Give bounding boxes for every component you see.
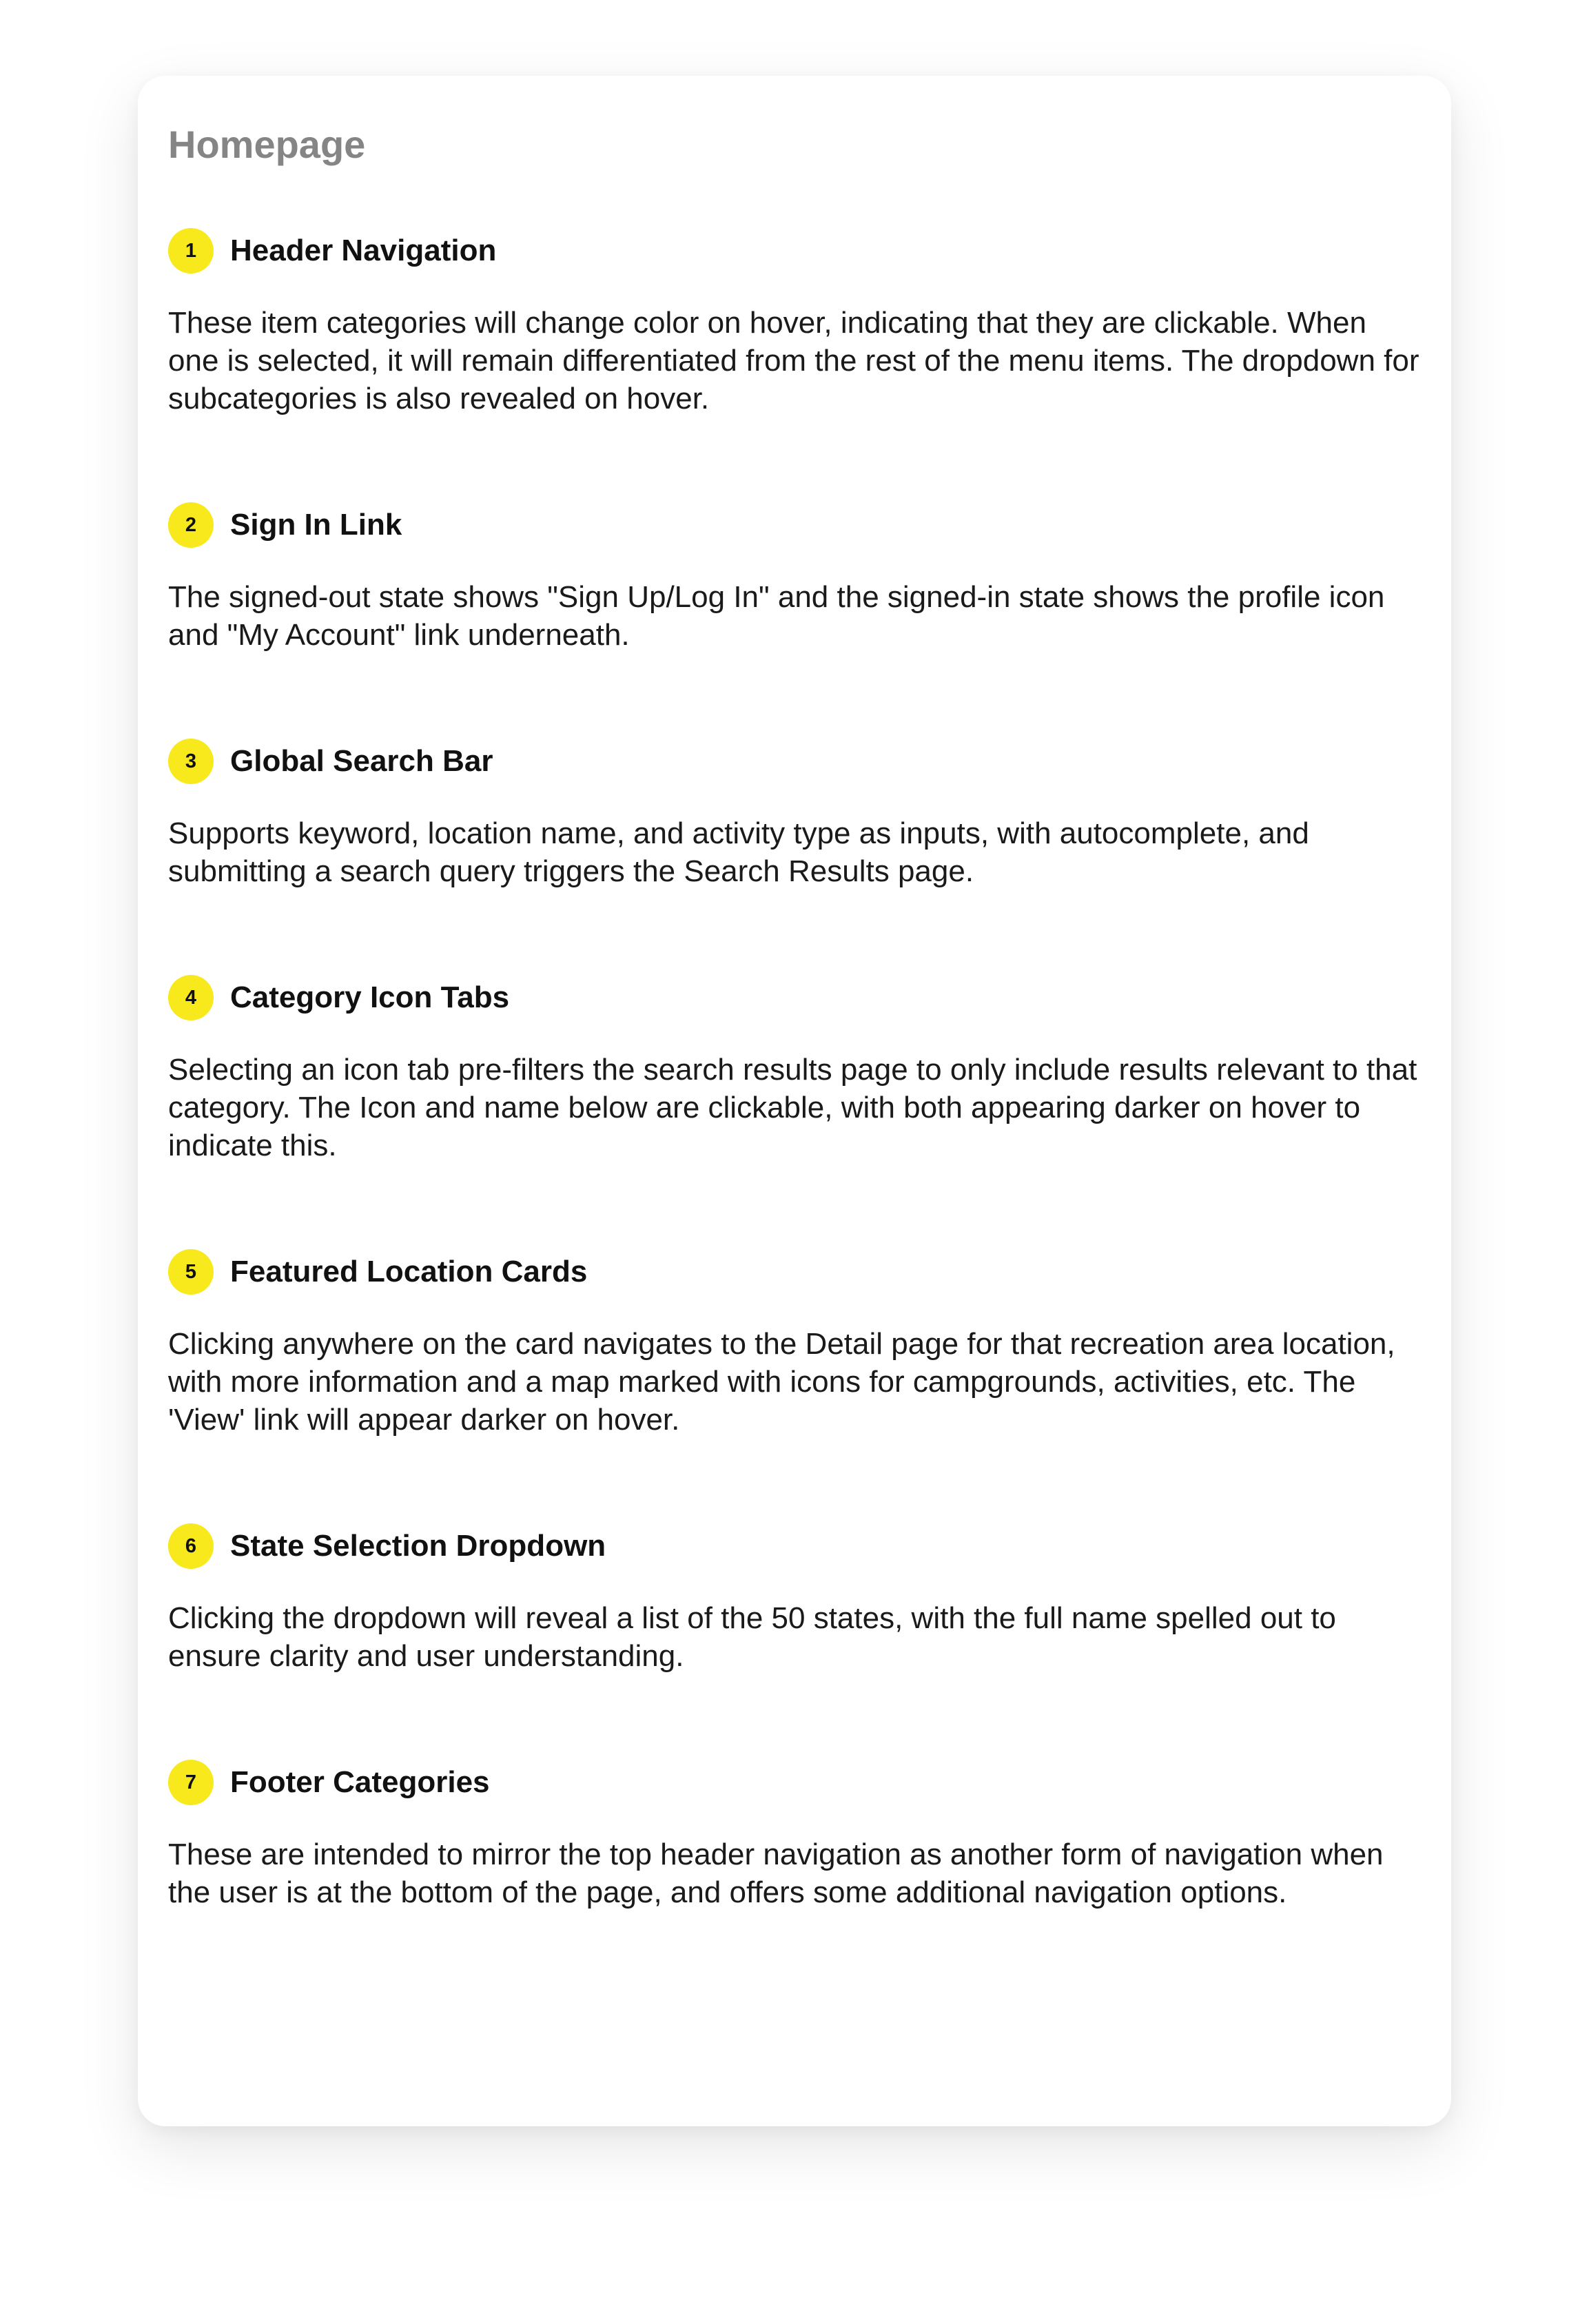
annotation-title: Footer Categories xyxy=(230,1765,490,1799)
number-badge: 3 xyxy=(168,739,214,784)
annotation-item-footer-categories xyxy=(168,1760,1421,1911)
number-badge: 6 xyxy=(168,1523,214,1569)
annotation-description: Clicking anywhere on the card navigates to the Detail page for that recreation area location, with more information and a map marked with icons for campgrounds, activities, etc. The 'View' link will appear darker on hover. xyxy=(168,1327,1395,1437)
annotation-title: State Selection Dropdown xyxy=(230,1528,606,1563)
number-badge: 2 xyxy=(168,502,214,548)
annotation-heading xyxy=(168,1760,1421,1805)
annotation-item-state-selection-dropdown xyxy=(168,1523,1421,1675)
annotation-item-category-icon-tabs xyxy=(168,975,1421,1164)
annotation-title: Sign In Link xyxy=(230,507,402,542)
annotation-list xyxy=(168,228,1421,1911)
annotation-heading xyxy=(168,1249,1421,1295)
annotation-heading xyxy=(168,228,1421,274)
annotation-description: Selecting an icon tab pre-filters the search results page to only include results relevant to that category. The Icon and name below are clickable, with both appearing darker on hover to indicate this. xyxy=(168,1053,1417,1163)
annotation-heading xyxy=(168,502,1421,548)
annotation-item-header-navigation xyxy=(168,228,1421,418)
annotation-title: Global Search Bar xyxy=(230,743,493,778)
annotation-description: Clicking the dropdown will reveal a list of the 50 states, with the full name spelled out to ensure clarity and user understanding. xyxy=(168,1601,1336,1674)
annotation-title: Header Navigation xyxy=(230,233,497,267)
annotation-title: Featured Location Cards xyxy=(230,1254,588,1288)
number-badge: 7 xyxy=(168,1760,214,1805)
annotation-heading xyxy=(168,739,1421,784)
number-badge: 1 xyxy=(168,228,214,274)
annotation-description: The signed-out state shows "Sign Up/Log In" and the signed-in state shows the profile icon and "My Account" link underneath. xyxy=(168,580,1385,652)
annotation-item-featured-location-cards xyxy=(168,1249,1421,1439)
annotation-description: These item categories will change color on hover, indicating that they are clickable. When one is selected, it will remain differentiated from the rest of the menu items. The dropdown for subcategories is also revealed on hover. xyxy=(168,306,1419,416)
annotation-description: Supports keyword, location name, and activity type as inputs, with autocomplete, and submitting a search query triggers the Search Results page. xyxy=(168,816,1309,889)
annotation-card xyxy=(138,76,1451,2126)
annotation-description: These are intended to mirror the top header navigation as another form of navigation when the user is at the bottom of the page, and offers some additional navigation options. xyxy=(168,1838,1384,1910)
page-title: Homepage xyxy=(168,123,366,166)
annotation-heading xyxy=(168,1523,1421,1569)
annotation-title: Category Icon Tabs xyxy=(230,980,510,1014)
annotation-item-sign-in-link xyxy=(168,502,1421,654)
annotation-item-global-search-bar xyxy=(168,739,1421,890)
number-badge: 4 xyxy=(168,975,214,1020)
annotation-heading xyxy=(168,975,1421,1020)
number-badge: 5 xyxy=(168,1249,214,1295)
